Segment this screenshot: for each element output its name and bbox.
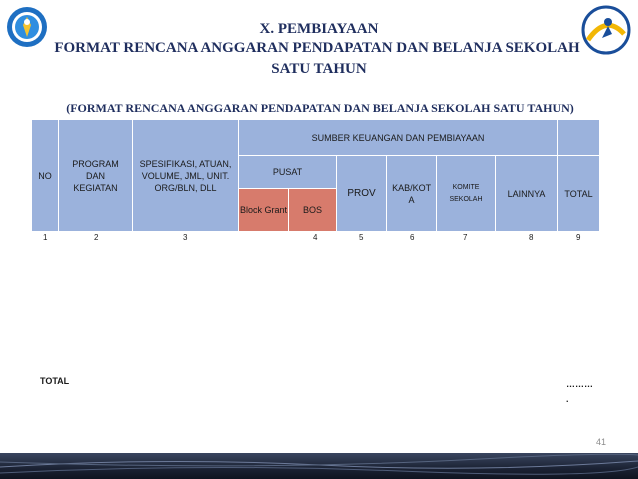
colnum-6: 6 xyxy=(410,233,415,242)
header-blank xyxy=(558,120,599,155)
colnum-5: 5 xyxy=(359,233,364,242)
colnum-9: 9 xyxy=(576,233,581,242)
title-line-1: X. PEMBIAYAAN xyxy=(259,21,379,37)
total-value-line1: ……… xyxy=(566,379,593,389)
header-pusat: PUSAT xyxy=(239,156,336,188)
footer-decoration xyxy=(0,453,638,479)
budget-table-header xyxy=(32,120,599,231)
header-spesifikasi: SPESIFIKASI, ATUAN, VOLUME, JML, UNIT. ORG/BLN, DLL xyxy=(133,120,238,231)
header-prov: PROV xyxy=(337,156,386,231)
colnum-2: 2 xyxy=(94,233,99,242)
total-value xyxy=(566,377,606,407)
header-total: TOTAL xyxy=(558,156,599,231)
header-sumber: SUMBER KEUANGAN DAN PEMBIAYAAN xyxy=(239,120,557,155)
colnum-1: 1 xyxy=(43,233,48,242)
colnum-3: 3 xyxy=(183,233,188,242)
title-line-3: SATU TAHUN xyxy=(271,61,367,77)
page-number: 41 xyxy=(596,437,607,447)
header-program: PROGRAM DAN KEGIATAN xyxy=(59,120,132,231)
header-block-grant: Block Grant xyxy=(239,189,288,231)
header-lainnya: LAINNYA xyxy=(496,156,557,231)
footer-band xyxy=(0,453,638,479)
title-line-2: FORMAT RENCANA ANGGARAN PENDAPATAN DAN BELANJA SEKOLAH xyxy=(54,40,580,56)
column-numbers-row xyxy=(32,231,599,245)
total-value-line2: . xyxy=(566,394,569,404)
header-bos: BOS xyxy=(289,189,336,231)
colnum-7: 7 xyxy=(463,233,468,242)
header-kabkota: KAB/KOT A xyxy=(387,156,436,231)
subtitle: (FORMAT RENCANA ANGGARAN PENDAPATAN DAN BELANJA SEKOLAH SATU TAHUN) xyxy=(66,101,574,115)
colnum-8: 8 xyxy=(529,233,534,242)
total-label: TOTAL xyxy=(40,376,70,386)
colnum-4: 4 xyxy=(313,233,318,242)
header-no: NO xyxy=(32,120,58,231)
header-komite: KOMITE SEKOLAH xyxy=(437,156,495,231)
